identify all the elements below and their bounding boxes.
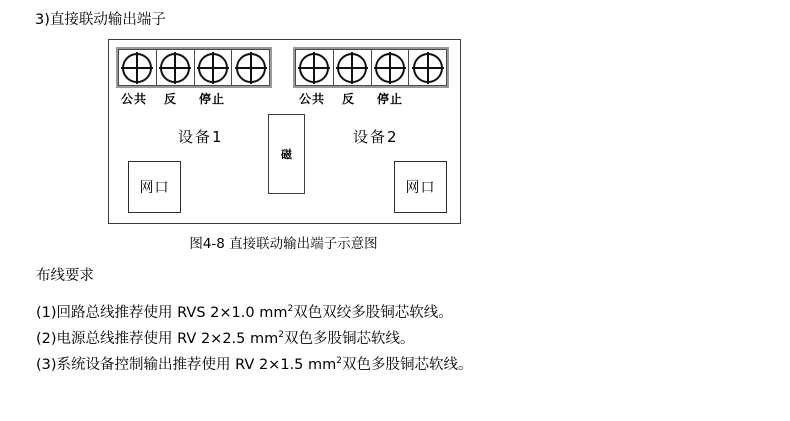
terminal-cell <box>156 49 195 86</box>
terminal-label-common-2: 公共 <box>299 92 326 106</box>
requirement-2-superscript: 2 <box>278 330 284 341</box>
terminal-cell <box>371 49 410 86</box>
requirement-3-text-end: 双色多股铜芯软线。 <box>342 357 473 373</box>
screw-terminal-icon <box>160 53 190 83</box>
terminal-label-feedback-2: 反 <box>342 92 356 106</box>
middle-connector-label: 磁 <box>281 148 292 161</box>
requirement-line-2 <box>36 330 415 348</box>
terminal-block-device2 <box>293 47 449 88</box>
terminal-label-stop-2: 停止 <box>377 92 404 106</box>
requirement-2-text: (2)电源总线推荐使用 RV 2×2.5 mm <box>36 331 279 347</box>
requirement-2-text-end: 双色多股铜芯软线。 <box>284 331 415 347</box>
device1-label: 设备1 <box>178 128 224 146</box>
screw-terminal-icon <box>413 53 443 83</box>
requirement-3-superscript: 2 <box>336 356 342 367</box>
requirement-line-3 <box>36 356 473 374</box>
screw-terminal-icon <box>337 53 367 83</box>
screw-terminal-icon <box>122 53 152 83</box>
figure-caption: 图4-8 直接联动输出端子示意图 <box>189 236 378 252</box>
requirement-line-1 <box>36 304 453 322</box>
device2-label: 设备2 <box>353 128 399 146</box>
wiring-requirements-header: 布线要求 <box>36 268 94 284</box>
terminal-cell <box>118 49 157 86</box>
requirement-1-superscript: 2 <box>287 304 294 315</box>
network-port-label-2: 网口 <box>405 180 436 196</box>
figure-diagram <box>108 39 461 224</box>
middle-connector-box <box>268 114 305 194</box>
requirement-3-text: (3)系统设备控制输出推荐使用 RV 2×1.5 mm <box>36 357 337 373</box>
screw-terminal-icon <box>299 53 329 83</box>
terminal-cell <box>231 49 270 86</box>
terminal-cell <box>408 49 447 86</box>
terminal-block-device1 <box>116 47 272 88</box>
network-port-label-1: 网口 <box>139 180 170 196</box>
screw-terminal-icon <box>375 53 405 83</box>
network-port-box-1 <box>128 161 181 213</box>
screw-terminal-icon <box>198 53 228 83</box>
section-title: 3)直接联动输出端子 <box>35 12 166 28</box>
terminal-cell <box>333 49 372 86</box>
terminal-label-stop-1: 停止 <box>199 92 226 106</box>
terminal-cell <box>295 49 334 86</box>
terminal-cell <box>194 49 233 86</box>
network-port-box-2 <box>394 161 447 213</box>
requirement-1-text: (1)回路总线推荐使用 RVS 2×1.0 mm <box>36 305 288 321</box>
requirement-1-text-end: 双色双绞多股铜芯软线。 <box>293 305 453 321</box>
screw-terminal-icon <box>236 53 266 83</box>
terminal-label-common-1: 公共 <box>121 92 148 106</box>
terminal-label-feedback-1: 反 <box>164 92 178 106</box>
